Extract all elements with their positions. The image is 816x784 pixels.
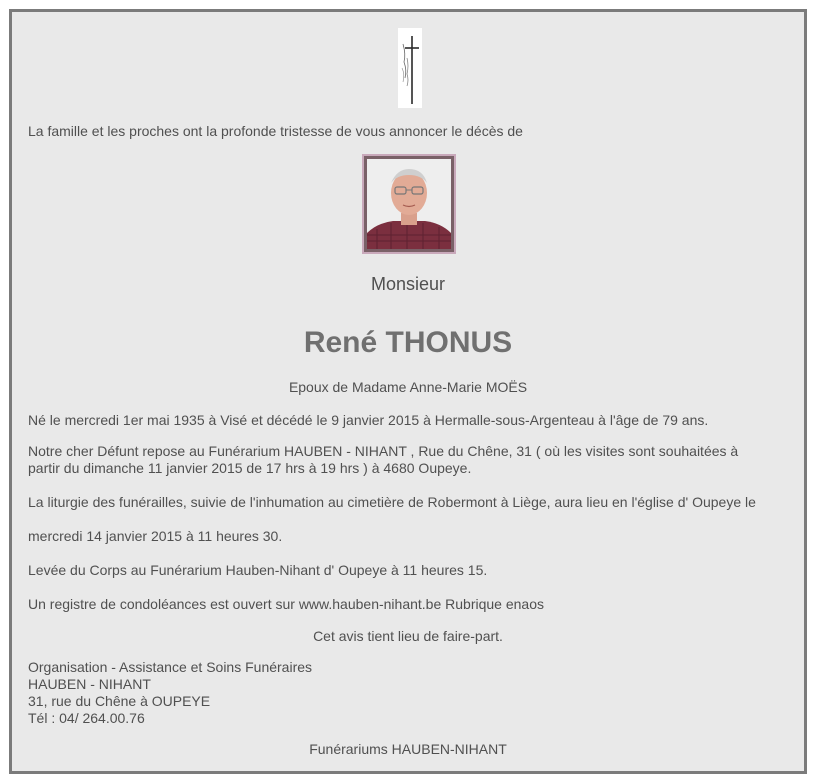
liturgy-date-text: mercredi 14 janvier 2015 à 11 heures 30.	[28, 528, 283, 544]
spouse-line: Epoux de Madame Anne-Marie MOËS	[288, 379, 528, 395]
organisation-block	[28, 659, 312, 727]
rest-location-text	[28, 443, 788, 477]
cross-icon	[398, 28, 422, 108]
organisation-line-3: 31, rue du Chêne à OUPEYE	[28, 693, 211, 709]
organisation-line-1: Organisation - Assistance et Soins Funéraires	[28, 659, 313, 675]
intro-text: La famille et les proches ont la profonde tristesse de vous annoncer le décès de	[28, 123, 523, 139]
deceased-name: René THONUS	[303, 326, 513, 359]
levee-text: Levée du Corps au Funérarium Hauben-Nihant d' Oupeye à 11 heures 15.	[28, 562, 488, 578]
rest-line-2: partir du dimanche 11 janvier 2015 de 17 hrs à 19 hrs ) à 4680 Oupeye.	[28, 460, 472, 476]
portrait-photo	[362, 154, 456, 254]
rest-line-1: Notre cher Défunt repose au Funérarium HAUBEN - NIHANT , Rue du Chêne, 31 ( où les visites sont souhaitées à	[28, 443, 739, 459]
civility-title: Monsieur	[370, 274, 446, 294]
notice-text: Cet avis tient lieu de faire-part.	[313, 628, 503, 644]
liturgy-text: La liturgie des funérailles, suivie de l'inhumation au cimetière de Robermont à Liège, aura lieu en l'église d' Oupeye le	[28, 494, 756, 510]
organisation-line-4: Tél : 04/ 264.00.76	[28, 710, 145, 726]
organisation-line-2: HAUBEN - NIHANT	[28, 676, 151, 692]
registry-text: Un registre de condoléances est ouvert sur www.hauben-nihant.be Rubrique enaos	[28, 596, 544, 612]
death-notice-card	[9, 9, 807, 774]
footer-text: Funérariums HAUBEN-NIHANT	[309, 741, 507, 757]
birth-death-text: Né le mercredi 1er mai 1935 à Visé et décédé le 9 janvier 2015 à Hermalle-sous-Argenteau à l'âge de 79 ans.	[28, 412, 709, 428]
